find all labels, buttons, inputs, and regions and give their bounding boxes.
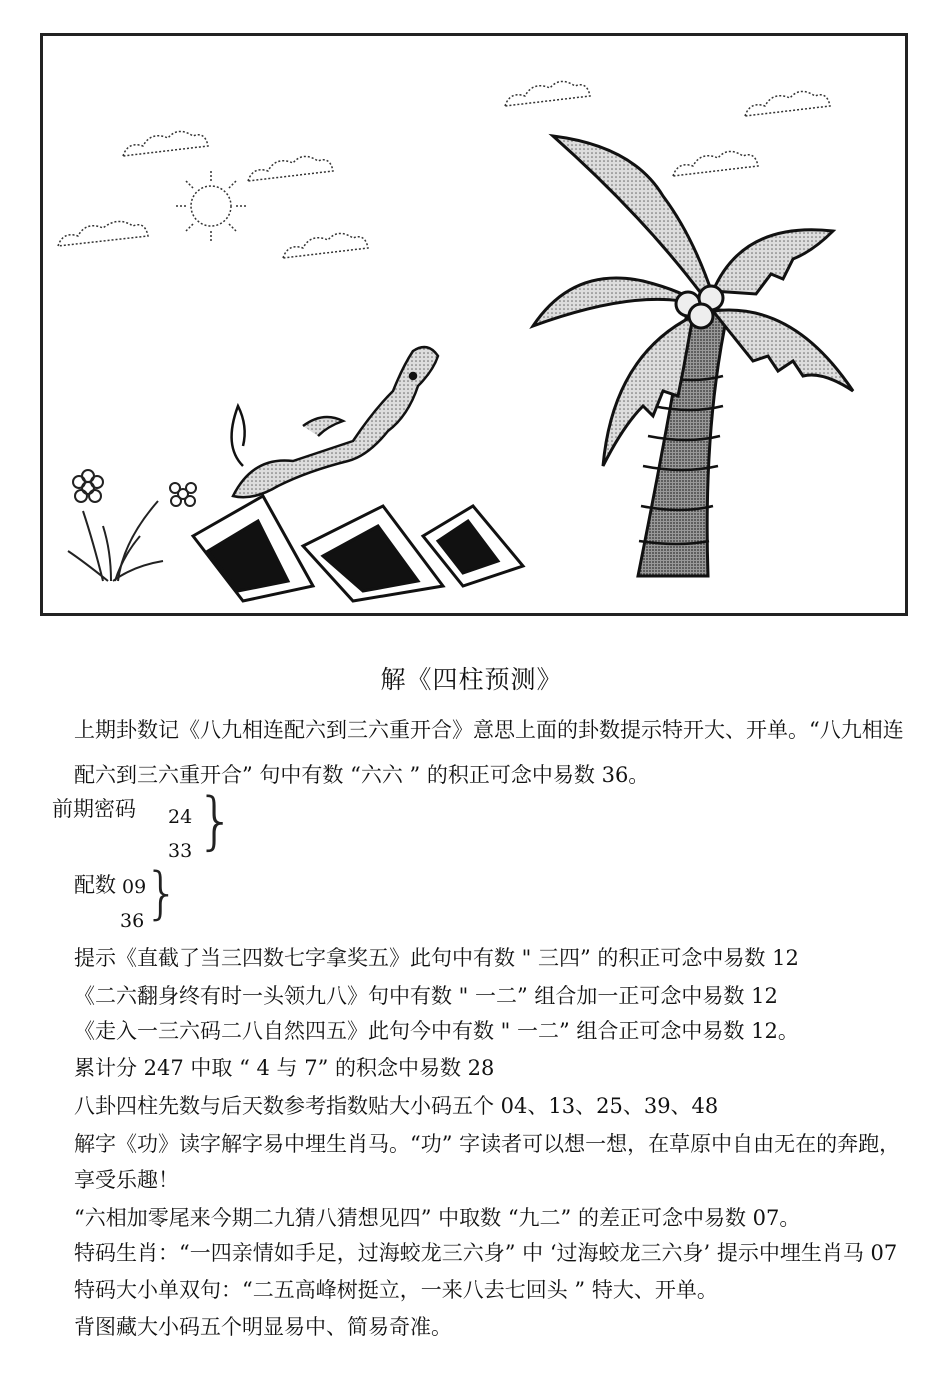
- illustration: [43, 36, 905, 613]
- hint-line: 提示《直截了当三四数七字拿奖五》此句中有数 " 三四” 的积正可念中易数 12: [74, 946, 799, 970]
- cloud-icon: [283, 233, 368, 258]
- intro-line-1: 上期卦数记《八九相连配六到三六重开合》意思上面的卦数提示特开大、开单。“八九相连: [74, 718, 904, 742]
- hint-line: 特码生肖：“一四亲情如手足，过海蛟龙三六身” 中 ‘过海蛟龙三六身’ 提示中埋生肖马 07: [74, 1241, 898, 1265]
- hint-line: 累计分 247 中取 “ 4 与 7” 的积念中易数 28: [74, 1056, 495, 1080]
- hint-line: 八卦四柱先数与后天数参考指数贴大小码五个 04、13、25、39、48: [74, 1094, 719, 1118]
- cloud-icon: [505, 81, 590, 106]
- drum-icon: [193, 496, 523, 601]
- cloud-icon: [123, 131, 208, 156]
- cloud-icon: [248, 156, 333, 181]
- pairing-number: 09: [122, 876, 147, 898]
- dragon-icon: [232, 347, 438, 497]
- intro-line-2: 配六到三六重开合” 句中有数 “六六 ” 的积正可念中易数 36。: [74, 763, 650, 787]
- palm-tree-icon: [533, 136, 853, 576]
- cloud-icon: [58, 221, 148, 246]
- hint-line: “六相加零尾来今期二九猜八猜想见四” 中取数 “九二” 的差正可念中易数 07。: [74, 1206, 801, 1230]
- page-title: 解《四柱预测》: [380, 665, 563, 694]
- hint-line: 《二六翻身终有时一头领九八》句中有数 " 一二” 组合加一正可念中易数 12: [74, 984, 778, 1008]
- brace-icon: }: [144, 861, 180, 926]
- sun-icon: [176, 171, 246, 241]
- brace-icon: }: [196, 784, 236, 857]
- illustration-frame: [40, 33, 908, 616]
- hint-line: 特码大小单双句：“二五高峰树挺立，一来八去七回头 ” 特大、开单。: [74, 1278, 718, 1302]
- previous-code-number: 24: [168, 806, 193, 828]
- hint-line: 解字《功》读字解字易中埋生肖马。“功” 字读者可以想一想，在草原中自由无在的奔跑，: [74, 1132, 901, 1156]
- cloud-icon: [673, 151, 758, 176]
- cloud-icon: [745, 91, 830, 116]
- previous-code-number: 33: [168, 840, 193, 862]
- pairing-label: 配数: [74, 873, 116, 897]
- previous-code-label: 前期密码: [52, 797, 136, 821]
- pairing-number: 36: [120, 910, 145, 932]
- hint-line: 背图藏大小码五个明显易中、简易奇准。: [74, 1315, 452, 1339]
- hint-line: 享受乐趣！: [74, 1168, 179, 1192]
- flowers-icon: [68, 470, 196, 581]
- hint-line: 《走入一三六码二八自然四五》此句今中有数 " 一二” 组合正可念中易数 12。: [74, 1019, 799, 1043]
